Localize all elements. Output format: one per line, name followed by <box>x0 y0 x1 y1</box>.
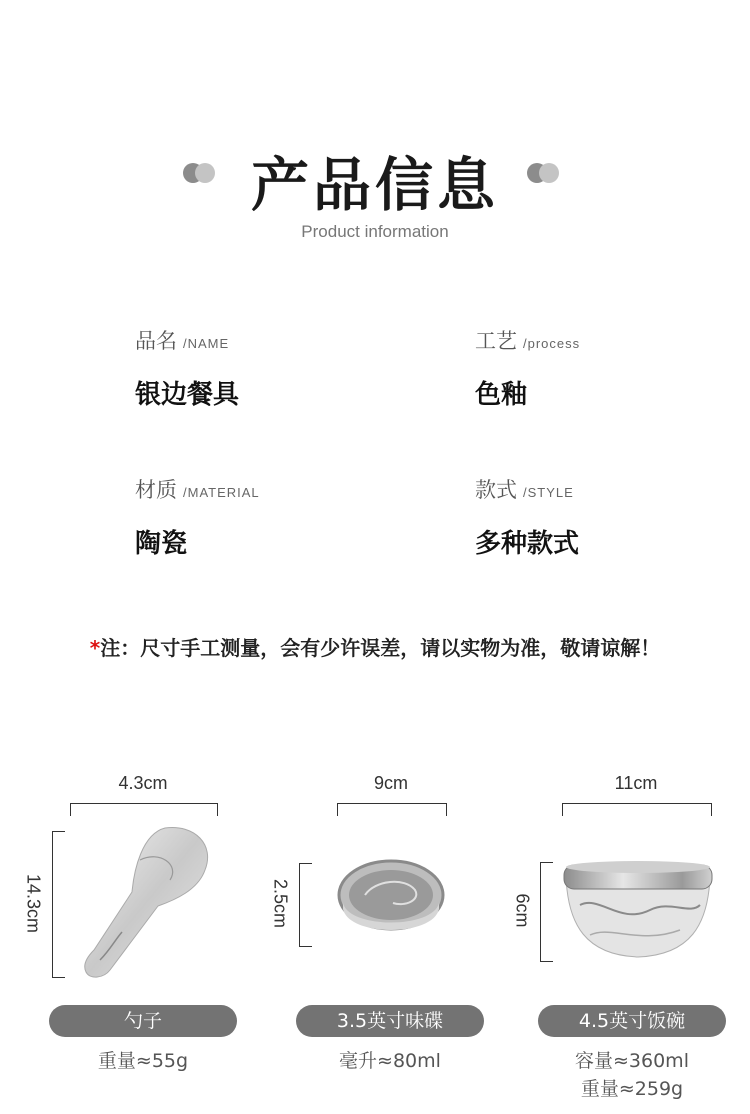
bowl-spec-1: 容量≈360ml <box>575 1050 689 1072</box>
material-label <box>135 474 260 504</box>
process-label <box>475 325 580 355</box>
spoon-spec-1: 重量≈55g <box>97 1050 189 1072</box>
bowl-height-bracket <box>540 862 553 962</box>
material-label-en: /MATERIAL <box>183 485 260 500</box>
process-label-cn: 工艺 <box>475 329 517 353</box>
dish-height-label: 2.5cm <box>270 878 291 929</box>
name-label <box>135 325 229 355</box>
note-text: 注：尺寸手工测量，会有少许误差，请以实物为准，敬请谅解！ <box>100 636 661 660</box>
name-label-en: /NAME <box>183 336 230 351</box>
bowl-spec-2: 重量≈259g <box>580 1078 684 1100</box>
spoon-height-label: 14.3cm <box>23 873 44 934</box>
bowl-height-label: 6cm <box>512 893 533 928</box>
dish-image <box>335 855 447 947</box>
material-label-cn: 材质 <box>135 478 177 502</box>
disclaimer-note <box>0 632 750 661</box>
dish-spec-1: 毫升≈80ml <box>339 1050 441 1072</box>
style-label <box>475 474 574 504</box>
spoon-image <box>70 820 220 985</box>
page-title: 产品信息 <box>250 151 499 219</box>
style-label-en: /STYLE <box>523 485 574 500</box>
dish-height-bracket <box>299 863 312 947</box>
style-label-cn: 款式 <box>475 478 517 502</box>
dish-width-label: 9cm <box>373 773 408 793</box>
bowl-width-label: 11cm <box>614 773 658 793</box>
decor-dots-right <box>527 163 561 183</box>
name-value: 银边餐具 <box>135 380 240 410</box>
style-value: 多种款式 <box>475 529 580 559</box>
dish-name-pill: 3.5英寸味碟 <box>296 1005 484 1037</box>
spoon-name-pill: 勺子 <box>49 1005 237 1037</box>
process-label-en: /process <box>523 336 581 351</box>
spoon-width-bracket <box>70 803 218 816</box>
bowl-image <box>560 855 716 965</box>
material-value: 陶瓷 <box>135 529 188 559</box>
bowl-name-pill: 4.5英寸饭碗 <box>538 1005 726 1037</box>
spoon-width-label: 4.3cm <box>118 773 168 793</box>
page-subtitle: Product information <box>301 222 449 241</box>
process-value: 色釉 <box>475 380 528 410</box>
name-label-cn: 品名 <box>135 329 177 353</box>
spoon-height-bracket <box>52 831 65 978</box>
note-asterisk: * <box>89 636 101 660</box>
bowl-width-bracket <box>562 803 712 816</box>
dish-width-bracket <box>337 803 447 816</box>
